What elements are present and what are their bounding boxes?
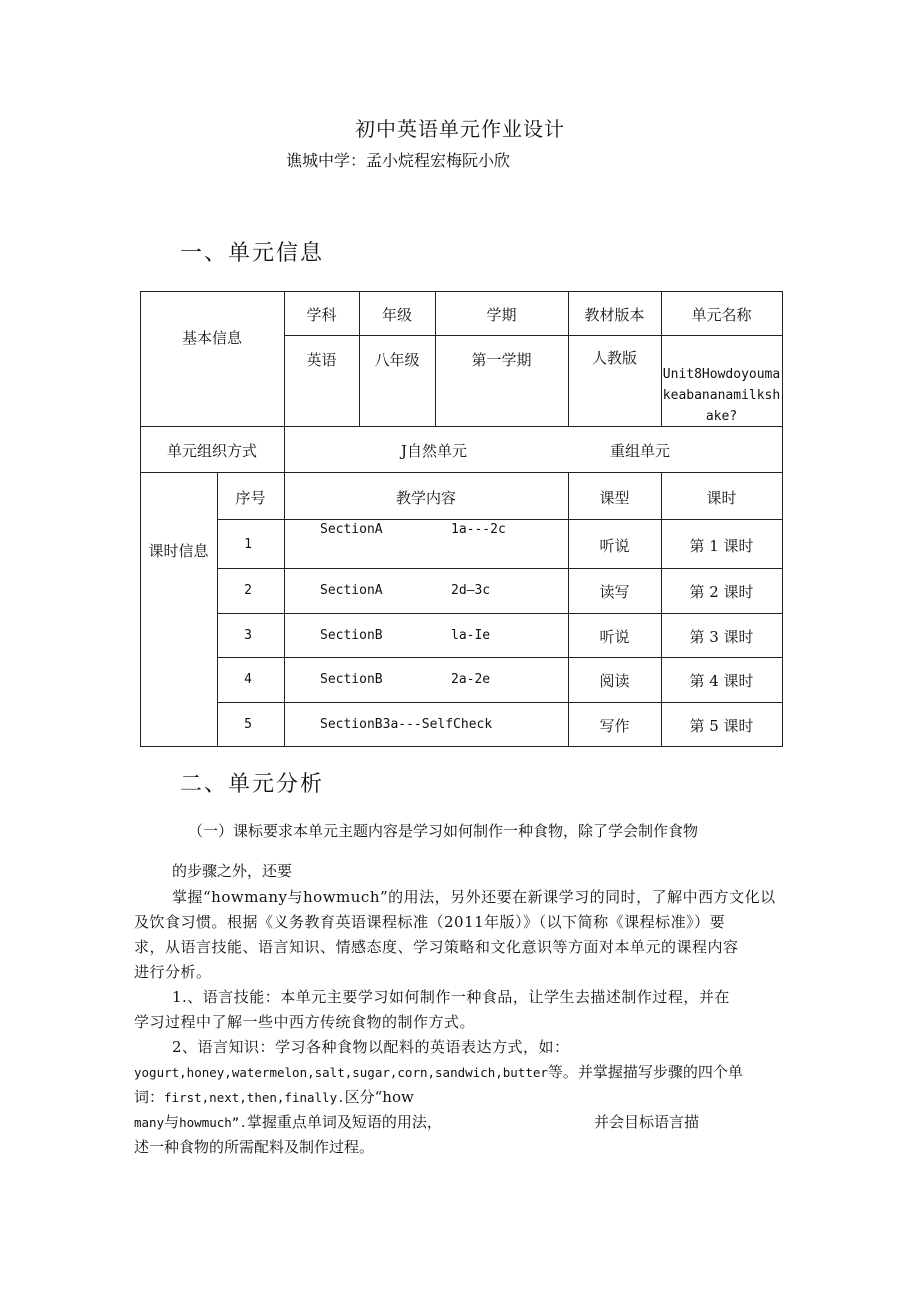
org-natural-unit: J自然单元 [400,442,467,460]
analysis-paragraph: yogurt,honey,watermelon,salt,sugar,corn,sandwich,butter等。并掌握描写步骤的四个单 [134,1063,743,1081]
header-unit-name: 单元名称 [691,306,752,324]
analysis-paragraph: 1.、语言技能：本单元主要学习如何制作一种食品，让学生去描述制作过程，并在 [172,988,730,1006]
analysis-paragraph: 述一种食物的所需配料及制作过程。 [134,1138,375,1156]
analysis-paragraph: many与howmuch”.掌握重点单词及短语的用法， [134,1113,442,1131]
section-heading-unit-info: 一、单元信息 [180,241,325,266]
lesson-info-label: 课时信息 [148,542,209,560]
value-unit-name: Unit8Howdoyouma keabananamilksh ake? [662,367,781,424]
analysis-paragraph: 求，从语言技能、语言知识、情感态度、学习策略和文化意识等方面对本单元的课程内容 [134,938,739,956]
value-subject: 英语 [306,351,337,369]
value-textbook-version: 人教版 [591,349,637,367]
analysis-paragraph: 2、语言知识：学习各种食物以配料的英语表达方式，如： [172,1038,570,1056]
lesson-header-no: 序号 [235,489,266,507]
analysis-paragraph: 进行分析。 [134,963,212,981]
page-title: 初中英语单元作业设计 [355,117,565,141]
analysis-paragraph: 的步骤之外，还要 [172,862,293,880]
section-heading-unit-analysis: 二、单元分析 [180,772,325,797]
org-regrouped-unit: 重组单元 [609,442,670,460]
org-method-label: 单元组织方式 [166,442,257,460]
lesson-header-type: 课型 [599,489,630,507]
basic-info-label: 基本信息 [181,329,242,347]
lesson-header-period: 课时 [706,489,737,507]
value-semester: 第一学期 [471,351,532,369]
analysis-paragraph: 及饮食习惯。根据《义务教育英语课程标准（2011年版）》（以下简称《课程标准》）要 [134,913,726,931]
analysis-paragraph: 词：first,next,then,finally.区分“how [134,1088,414,1106]
header-textbook-version: 教材版本 [584,306,645,324]
authors: 谯城中学：孟小烷程宏梅阮小欣 [286,151,511,170]
header-subject: 学科 [306,306,337,324]
header-grade: 年级 [381,306,412,324]
lesson-header-content: 教学内容 [395,489,456,507]
value-grade: 八年级 [374,351,420,369]
analysis-paragraph: 掌握“howmany与howmuch”的用法，另外还要在新课学习的同时，了解中西方文化以 [172,888,776,906]
analysis-paragraph: 并会目标语言描 [594,1113,700,1131]
header-semester: 学期 [486,306,517,324]
analysis-paragraph: （一）课标要求本单元主题内容是学习如何制作一种食物，除了学会制作食物 [188,822,699,840]
analysis-paragraph: 学习过程中了解一些中西方传统食物的制作方式。 [134,1013,476,1031]
